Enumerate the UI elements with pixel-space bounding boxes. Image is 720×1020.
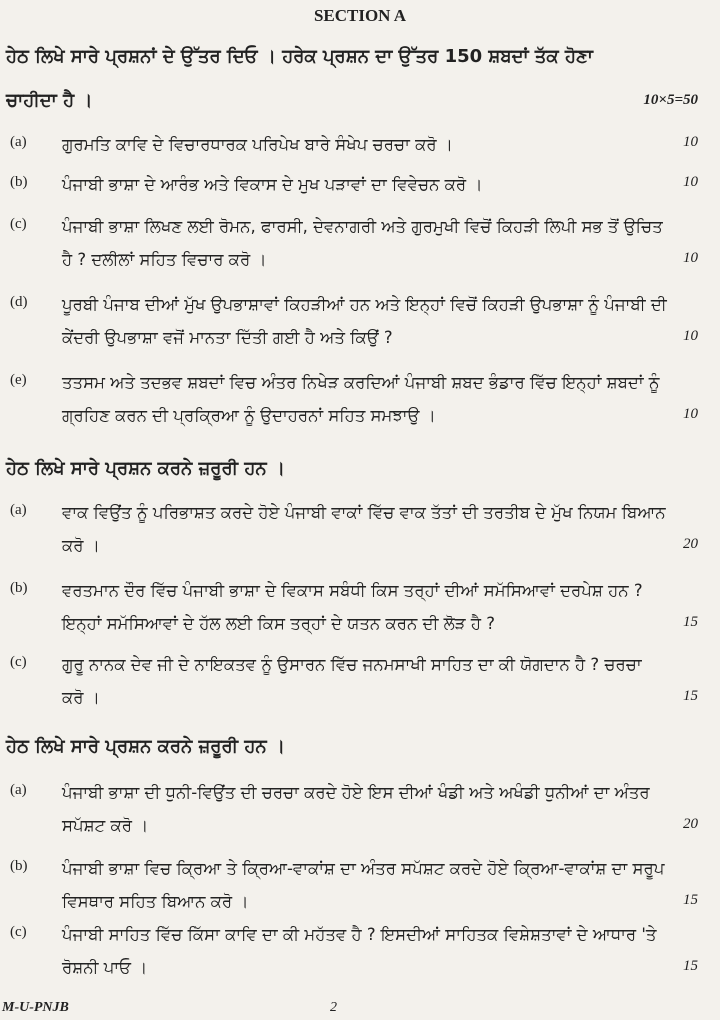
group-2-heading: ਹੇਠ ਲਿਖੇ ਸਾਰੇ ਪ੍ਰਸ਼ਨ ਕਰਨੇ ਜ਼ਰੂਰੀ ਹਨ । [6, 458, 286, 479]
question-marks: 15 [683, 958, 698, 974]
question-text: ਵਾਕ ਵਿਉਂਤ ਨੂੰ ਪਰਿਭਾਸ਼ਤ ਕਰਦੇ ਹੋਏ ਪੰਜਾਬੀ ਵਾਕਾਂ ਵਿੱਚ ਵਾਕ ਤੱਤਾਂ ਦੀ ਤਰਤੀਬ ਦੇ ਮੁੱਖ ਨਿਯਮ ਬਿਆਨ ਕਰੋ । [62, 503, 666, 555]
question-text: ਪੰਜਾਬੀ ਭਾਸ਼ਾ ਦੀ ਧੁਨੀ-ਵਿਉਂਤ ਦੀ ਚਰਚਾ ਕਰਦੇ ਹੋਏ ਇਸ ਦੀਆਂ ਖੰਡੀ ਅਤੇ ਅਖੰਡੀ ਧੁਨੀਆਂ ਦਾ ਅੰਤਰ ਸਪੱਸ਼ਟ ਕਰੋ । [62, 783, 650, 835]
question-marks: 15 [683, 688, 698, 704]
footer-page-number: 2 [330, 1000, 337, 1015]
question-text: ਪੰਜਾਬੀ ਭਾਸ਼ਾ ਲਿਖਣ ਲਈ ਰੋਮਨ, ਫਾਰਸੀ, ਦੇਵਨਾਗਰੀ ਅਤੇ ਗੁਰਮੁਖੀ ਵਿਚੋਂ ਕਿਹੜੀ ਲਿਪੀ ਸਭ ਤੋਂ ਉਚਿਤ ਹੈ ? ਦਲੀਲਾਂ ਸਹਿਤ ਵਿਚਾਰ ਕਰੋ । [62, 217, 663, 269]
question-marks: 10 [683, 406, 698, 422]
question-marks: 10 [683, 328, 698, 344]
question-label: (c) [10, 924, 27, 940]
question-text: ਪੂਰਬੀ ਪੰਜਾਬ ਦੀਆਂ ਮੁੱਖ ਉਪਭਾਸ਼ਾਵਾਂ ਕਿਹੜੀਆਂ ਹਨ ਅਤੇ ਇਨ੍ਹਾਂ ਵਿਚੋਂ ਕਿਹੜੀ ਉਪਭਾਸ਼ਾ ਨੂੰ ਪੰਜਾਬੀ ਦੀ ਕੇਂਦਰੀ ਉਪਭਾਸ਼ਾ ਵਜੋਂ ਮਾਨਤਾ ਦਿੱਤੀ ਗਈ ਹੈ ਅਤੇ ਕਿਉਂ ? [62, 295, 667, 347]
group-3-heading: ਹੇਠ ਲਿਖੇ ਸਾਰੇ ਪ੍ਰਸ਼ਨ ਕਰਨੇ ਜ਼ਰੂਰੀ ਹਨ । [6, 736, 286, 757]
question-label: (e) [10, 372, 27, 388]
group-1-heading-line1: ਹੇਠ ਲਿਖੇ ਸਾਰੇ ਪ੍ਰਸ਼ਨਾਂ ਦੇ ਉੱਤਰ ਦਿਓ । ਹਰੇਕ ਪ੍ਰਸ਼ਨ ਦਾ ਉੱਤਰ 150 ਸ਼ਬਦਾਂ ਤੱਕ ਹੋਣਾ [6, 46, 593, 67]
question-marks: 15 [683, 614, 698, 630]
question-marks: 10 [683, 250, 698, 266]
question-text: ਪੰਜਾਬੀ ਭਾਸ਼ਾ ਦੇ ਆਰੰਭ ਅਤੇ ਵਿਕਾਸ ਦੇ ਮੁਖ ਪੜਾਵਾਂ ਦਾ ਵਿਵੇਚਨ ਕਰੋ । [62, 175, 483, 194]
question-label: (b) [10, 858, 28, 874]
question-label: (a) [10, 134, 27, 150]
question-marks: 10 [683, 174, 698, 190]
question-text: ਤਤਸਮ ਅਤੇ ਤਦਭਵ ਸ਼ਬਦਾਂ ਵਿਚ ਅੰਤਰ ਨਿਖੇੜ ਕਰਦਿਆਂ ਪੰਜਾਬੀ ਸ਼ਬਦ ਭੰਡਾਰ ਵਿੱਚ ਇਨ੍ਹਾਂ ਸ਼ਬਦਾਂ ਨੂੰ ਗ੍ਰਹਿਣ ਕਰਨ ਦੀ ਪ੍ਰਕ੍ਰਿਆ ਨੂੰ ਉਦਾਹਰਨਾਂ ਸਹਿਤ ਸਮਝਾਉ । [62, 373, 660, 425]
section-title: SECTION A [313, 6, 407, 25]
question-text: ਵਰਤਮਾਨ ਦੌਰ ਵਿੱਚ ਪੰਜਾਬੀ ਭਾਸ਼ਾ ਦੇ ਵਿਕਾਸ ਸਬੰਧੀ ਕਿਸ ਤਰ੍ਹਾਂ ਦੀਆਂ ਸਮੱਸਿਆਵਾਂ ਦਰਪੇਸ਼ ਹਨ ? ਇਨ੍ਹਾਂ ਸਮੱਸਿਆਵਾਂ ਦੇ ਹੱਲ ਲਈ ਕਿਸ ਤਰ੍ਹਾਂ ਦੇ ਯਤਨ ਕਰਨ ਦੀ ਲੋੜ ਹੈ ? [62, 581, 643, 633]
question-text: ਪੰਜਾਬੀ ਭਾਸ਼ਾ ਵਿਚ ਕ੍ਰਿਆ ਤੇ ਕ੍ਰਿਆ-ਵਾਕਾਂਸ਼ ਦਾ ਅੰਤਰ ਸਪੱਸ਼ਟ ਕਰਦੇ ਹੋਏ ਕ੍ਰਿਆ-ਵਾਕਾਂਸ਼ ਦਾ ਸਰੂਪ ਵਿਸਥਾਰ ਸਹਿਤ ਬਿਆਨ ਕਰੋ । [62, 859, 665, 911]
question-label: (c) [10, 654, 27, 670]
group-1-total-marks: 10×5=50 [643, 92, 698, 108]
question-text: ਗੁਰੂ ਨਾਨਕ ਦੇਵ ਜੀ ਦੇ ਨਾਇਕਤਵ ਨੂੰ ਉਸਾਰਨ ਵਿੱਚ ਜਨਮਸਾਖੀ ਸਾਹਿਤ ਦਾ ਕੀ ਯੋਗਦਾਨ ਹੈ ? ਚਰਚਾ ਕਰੋ । [62, 655, 642, 707]
question-text: ਪੰਜਾਬੀ ਸਾਹਿਤ ਵਿੱਚ ਕਿੱਸਾ ਕਾਵਿ ਦਾ ਕੀ ਮਹੱਤਵ ਹੈ ? ਇਸਦੀਆਂ ਸਾਹਿਤਕ ਵਿਸ਼ੇਸ਼ਤਾਵਾਂ ਦੇ ਆਧਾਰ 'ਤੇ ਰੋਸ਼ਨੀ ਪਾਓ । [62, 925, 657, 977]
question-label: (b) [10, 580, 28, 596]
group-1-heading-line2: ਚਾਹੀਦਾ ਹੈ । [6, 90, 93, 111]
question-marks: 10 [683, 134, 698, 150]
question-marks: 15 [683, 892, 698, 908]
question-label: (c) [10, 216, 27, 232]
footer-paper-code: M-U-PNJB [2, 1000, 69, 1015]
question-label: (a) [10, 502, 27, 518]
question-text: ਗੁਰਮਤਿ ਕਾਵਿ ਦੇ ਵਿਚਾਰਧਾਰਕ ਪਰਿਪੇਖ ਬਾਰੇ ਸੰਖੇਪ ਚਰਚਾ ਕਰੋ । [62, 135, 453, 154]
question-label: (b) [10, 174, 28, 190]
question-label: (d) [10, 294, 28, 310]
question-label: (a) [10, 782, 27, 798]
question-marks: 20 [683, 536, 698, 552]
question-marks: 20 [683, 816, 698, 832]
